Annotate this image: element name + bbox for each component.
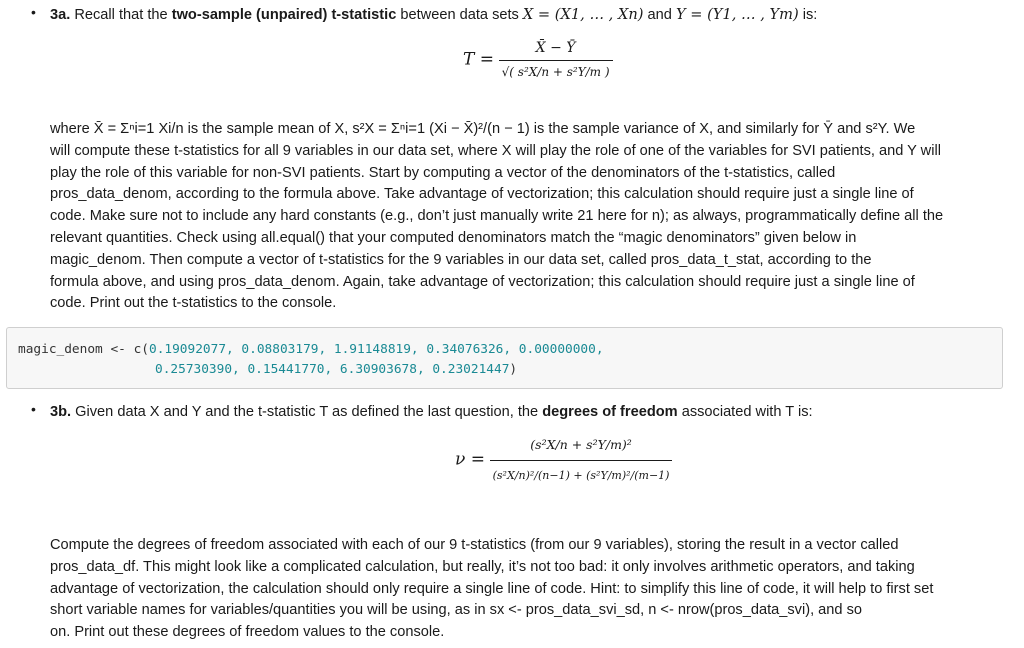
paragraph-line: formula above, and using pros_data_denom. Again, take advantage of vectorization; this calculation should require just a single line of: [50, 273, 915, 290]
intro-text: associated with T is:: [681, 404, 813, 420]
code-line-2: [155, 362, 517, 377]
question-3a-intro: [50, 4, 1010, 26]
paragraph-line: on. Print out these degrees of freedom values to the console.: [50, 624, 445, 641]
paragraph-line: where X̄ = Σⁿi=1 Xi/n is the sample mean of X, s²X = Σⁿi=1 (Xi − X̄)²/(n − 1) is the sample variance of X, and similarly for Ȳ and s²Y. We: [50, 121, 916, 137]
degrees-of-freedom-formula: [455, 437, 672, 482]
paragraph-line: will compute these t-statistics for all 9 variables in our data set, where X will play the role of one of the variables for SVI patients, and Y will: [50, 142, 941, 159]
formula-numerator: (s²X/n + s²Y/m)²: [490, 437, 673, 461]
question-3b: [24, 401, 1010, 423]
paragraph-line: magic_denom. Then compute a vector of t-statistics for the 9 variables in our data set, called pros_data_t_stat, according to the: [50, 251, 872, 268]
paragraph-line: Compute the degrees of freedom associated with each of our 9 t-statistics (from our 9 variables), storing the result in a vector called: [50, 537, 899, 553]
intro-bold-term: degrees of freedom: [542, 404, 678, 420]
question-3a-body: [50, 119, 1008, 315]
t-statistic-formula: [463, 40, 613, 79]
code-numeric-values: 0.25730390, 0.15441770, 6.30903678, 0.23021447: [155, 362, 510, 377]
formula-denominator: (s²X/n)²/(n−1) + (s²Y/m)²/(m−1): [492, 469, 670, 482]
math-x-definition: X = (X1, … , Xn): [522, 6, 644, 23]
intro-bold-term: two-sample (unpaired) t-statistic: [171, 7, 397, 23]
question-3b-body: [50, 535, 1008, 644]
paragraph-line: code. Make sure not to include any hard constants (e.g., don’t just manually write 21 here for n); as always, programmatically define all the: [50, 208, 944, 225]
intro-text: between data sets: [400, 7, 519, 23]
code-block-magic-denom[interactable]: [6, 327, 1003, 389]
code-assignment: magic_denom <- c(: [18, 342, 149, 357]
formula-lhs: ν =: [455, 449, 485, 470]
bullet-icon: •: [31, 401, 36, 417]
paragraph-line: code. Print out the t-statistics to the console.: [50, 295, 337, 312]
question-3b-intro: [50, 401, 1010, 423]
intro-text: Recall that the: [74, 7, 168, 23]
paragraph-line: short variable names for variables/quantities you will be using, as in sx <- pros_data_svi_sd, n <- nrow(pros_data_svi), and so: [50, 602, 862, 619]
code-line-1: [18, 342, 604, 357]
math-y-definition: Y = (Y1, … , Ym): [675, 6, 799, 23]
code-closing-paren: ): [509, 362, 518, 377]
formula-denominator: √( s²X/n + s²Y/m ): [501, 65, 610, 79]
formula-lhs: T =: [463, 49, 494, 70]
question-3a: [24, 4, 1010, 26]
paragraph-line: relevant quantities. Check using all.equal() that your computed denominators match the “magic denominators” given below in: [50, 229, 857, 246]
formula-numerator: X̄ − Ȳ: [499, 40, 613, 61]
paragraph-line: advantage of vectorization, the calculation should only require a single line of code. Hint: to simplify this line of code, it will help to first set: [50, 580, 934, 597]
code-numeric-values: 0.19092077, 0.08803179, 1.91148819, 0.34076326, 0.00000000,: [148, 342, 604, 357]
paragraph-line: pros_data_denom, according to the formula above. Take advantage of vectorization; this calculation should require just a single line of: [50, 186, 914, 203]
paragraph-line: play the role of this variable for non-SVI patients. Start by computing a vector of the denominators of the t-statistics, called: [50, 164, 836, 181]
bullet-icon: •: [31, 4, 36, 20]
intro-text: Given data X and Y and the t-statistic T as defined the last question, the: [75, 404, 539, 420]
question-label: 3b.: [50, 404, 72, 420]
intro-text: and: [647, 7, 672, 23]
paragraph-line: pros_data_df. This might look like a complicated calculation, but really, it’s not too bad: it only involves arithmetic operators, and taking: [50, 558, 915, 575]
question-label: 3a.: [50, 7, 71, 23]
intro-text: is:: [802, 7, 818, 23]
